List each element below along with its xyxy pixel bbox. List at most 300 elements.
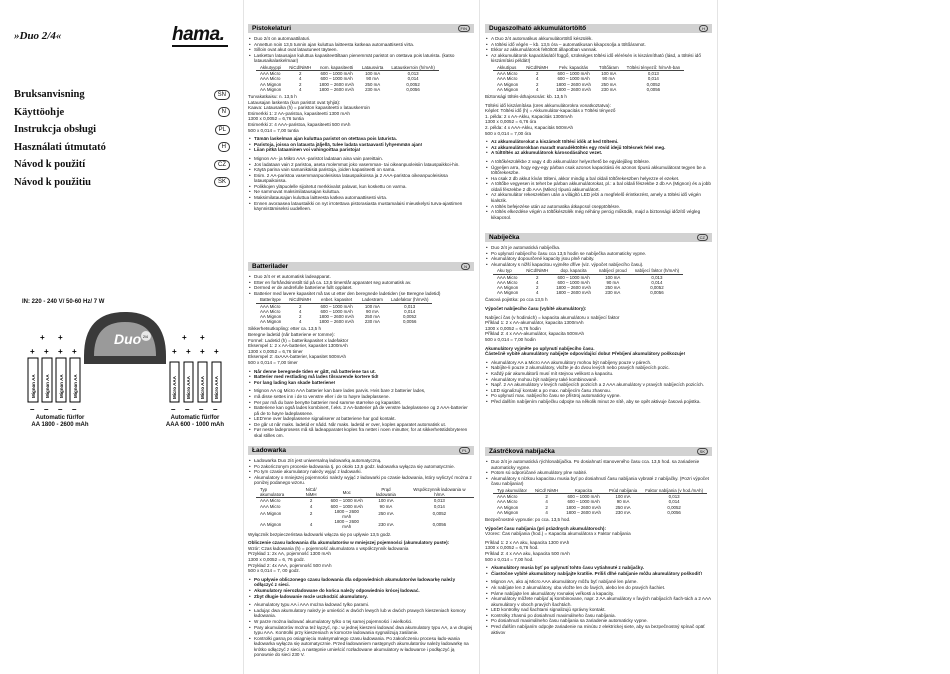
- paragraph: 1. példa: 2 x AA-Akku, Kapacitás 1300mAh: [485, 113, 573, 119]
- bullet-item: • Akumulátory dopourčené kapacity jsou plně nabity.: [485, 256, 712, 262]
- table-cell: AA Mignon: [497, 284, 519, 290]
- warning-bullet: • Az akkumulátorokban maradt maradéktöltés egy rövid idejű töltésnek felel meg.: [485, 145, 712, 151]
- bullet-item: • Po uplynutí nabíjecího času cca 13,5 hodin se nabíječka automaticky vypne.: [485, 251, 712, 257]
- table-cell: AA Mignon: [497, 504, 519, 510]
- paragraph: Töltési idő kiszámítása (üres akkumulátorokra vonatkoztatva):: [485, 102, 611, 108]
- paragraph: Beregne ladetid (når batteriene er tomme):: [248, 331, 335, 337]
- bullet-item: • Každý pár akumulátorů musí mít stejnou velikost a kapacitu.: [485, 371, 712, 377]
- polarity-label: +: [172, 347, 177, 356]
- bullet-item: • LED signalizují kontakt a po max. nabíjecím času zhasnou.: [485, 388, 712, 394]
- table-cell: 0,014: [668, 499, 680, 505]
- table-cell: 1800 – 2600 mAh: [334, 519, 359, 530]
- table-cell: 0,0056: [667, 509, 681, 515]
- table-cell: 0,013: [433, 498, 445, 504]
- language-code: CZ: [697, 234, 708, 241]
- polarity-label: +: [44, 347, 49, 356]
- polarity-label: +: [58, 347, 63, 356]
- table-cell: 1800 – 2600 mAh: [556, 86, 591, 92]
- bullet-item: • Potom sú odporúčané akumulátory plne nabité.: [485, 470, 712, 476]
- section-title: Dugaszolható akkumulátortöltő: [489, 24, 587, 32]
- table-cell: AAA Micro: [497, 76, 518, 82]
- polarity-label: +: [58, 333, 63, 342]
- table-cell: AAA Micro: [260, 303, 281, 309]
- table-cell: AA Mignon: [260, 511, 282, 517]
- column-header: Kapacita: [562, 488, 605, 494]
- charger-illustration: [14, 306, 236, 426]
- column-header: NiCd/NiMH: [522, 65, 552, 71]
- bullet-item: • Ügyeljen arra, hogy egy-egy párban csak azonos kapacitású és azonos típusú akkumulátorat tegyen be a töltőrekeszbe.: [485, 165, 712, 176]
- bullet-item: • Po uplynutí max. nabíjecího času se přístroj automaticky vypne.: [485, 393, 712, 399]
- polarity-label: +: [30, 347, 35, 356]
- column-header: Akkutípus: [493, 65, 522, 71]
- table-cell: 4: [536, 76, 539, 82]
- language-name: Návod k použitiu: [14, 176, 92, 188]
- table-cell: 600 – 1000 mAh: [320, 76, 353, 82]
- table-row: [256, 519, 474, 529]
- table-cell: 2: [309, 511, 313, 517]
- table-cell: 2: [299, 71, 302, 77]
- column-header: Latauskerroin (h/mAh): [387, 65, 438, 71]
- bullet-item: • Kontrolki gasną po osiągnięciu maksymalnego czasu ładowania. Po zakończeniu procesu łado-wania ładowarka wyłącza się automatycznie. Przed ładowaniem następnych akumulatorów należy ładowarkę na krótko odłączyć z sieci, a następnie umieścić rozładowane akumulatory w ładowarce i podłączyć ją ponownie do sieci 230 V.: [248, 636, 474, 658]
- language-code: N: [461, 263, 470, 270]
- table-cell: 600 – 1000 mAh: [557, 71, 590, 77]
- paragraph: Wyłącznik bezpieczeństwa ładowarki włącza się po upływie 13,5 godz.: [248, 531, 392, 537]
- battery-aaa-label: Micro AAA: [214, 376, 219, 399]
- bullet-item: • Ne sammuvat maksimilatausajan kuluttua.: [248, 189, 474, 195]
- paragraph: Príklad 1: 2 x AA aku, kapacita 1300 mAh: [485, 539, 570, 545]
- table-cell: 0,0056: [646, 86, 661, 92]
- table-cell: 1800 – 2600 mAh: [556, 81, 591, 87]
- table-cell: 1800 – 2600 mAh: [556, 284, 591, 290]
- table-cell: 600 – 1000 mAh: [330, 503, 363, 509]
- table-cell: 0,0056: [650, 290, 664, 296]
- table-cell: 90 mA: [379, 503, 393, 509]
- bullet-item: • Az akkumulátor rekeszekben után a világító LED jelzi a megfelelő érintkezést, amely a töltési idő végén kialszik.: [485, 192, 712, 203]
- table-cell: 1800 – 2600 mAh: [566, 504, 601, 510]
- battery-aa-label: Mignon AA: [45, 374, 50, 398]
- paragraph: Bezpečnostné vypnutie: po cca. 13,5 hod.: [485, 516, 571, 522]
- bullet-item: • A töltőkészülékbe 2 vagy 4 db akkumulátor helyezhető be egyidejűleg töltésre.: [485, 159, 712, 165]
- paragraph: Wzór: Czas ładowania (h) = pojemność akumulatora x współczynnik ładowania: [248, 545, 409, 551]
- language-name: Käyttöohje: [14, 106, 65, 118]
- table-cell: 0,0056: [432, 521, 447, 527]
- bullet-item: • Akumulatory o mniejszej pojemności należy wyjąć z ładowarki po czasie ładowania, który wyliczyć można z poniżej podanego wzoru.: [248, 475, 474, 486]
- warning-bullet: • Zbyt długie ładowanie może uszkodzić akumulatory.: [248, 594, 474, 600]
- table-cell: 0,013: [407, 71, 419, 77]
- bullet-item: • Akumulátory s nižší kapacitou vyjměte dříve (viz. výpočet nabíjecího času).: [485, 262, 712, 268]
- bullet-item: • Batteriene kan også lades kombinert, f.eks. 2 AA-batterier på de venstre ladeplassene og 2 AAA-batterier på de to høyre ladeplassene.: [248, 405, 474, 416]
- table-row: [256, 319, 432, 324]
- column-header: NiCd/ NiMH: [531, 488, 562, 494]
- warning-bullet: • Čiastočne vybité akumulátory nabíjajte kratšie. Príliš dlhé nabíjanie môžu akumulátory poškodiť!: [485, 571, 712, 577]
- table-cell: AA Mignon: [260, 313, 282, 319]
- table-cell: 600 – 1000 mAh: [567, 494, 600, 500]
- paragraph: 1300 x 0,0052 = 6,76 hod.: [485, 545, 539, 551]
- paragraph: Képlet: Töltési idő (h) = Akkumulátor-kapacitás x Töltési tényező: [485, 108, 616, 114]
- paragraph: 1300 x 0,0052 = 6, 76 godz.: [248, 556, 306, 562]
- bullet-item: • Jos ladataan vain 2 paristoa, aseta molemmat joko vasemman- tai oikeanpuoleisiin latauspaikkoi-hin.: [248, 162, 474, 168]
- table-cell: AA Mignon: [260, 521, 282, 527]
- table-row: [493, 510, 707, 515]
- table-cell: AA Mignon: [497, 509, 519, 515]
- bullet-item: • Laskettun latausajan kuluttua kapasiteettiltaan pienemmät paristot on otettava pois laturista. (katso latausaikalaskelmaa!): [248, 53, 474, 64]
- bullet-item: • Akumulátory s nízkou kapacitou musia byť po dosiahnutí času nabíjania vybraté z nabíjačky. (Pozri výpočet času nabíjania!): [485, 476, 712, 487]
- bullet-item: • Např. 2 AA akumulátory v levých nabíjecích pozicích a 2 AAA akumulátory v pravých nabíjecích pozicích.: [485, 382, 712, 388]
- bullet-item: • Párne nabíjajte len akumulátory rovnakej veľkosti a kapacity.: [485, 591, 712, 597]
- polarity-label: –: [44, 405, 49, 414]
- bullet-item: • Etter en forhåndsinnstilt tid på ca. 13,5 timerslår apparatet seg automatisk av.: [248, 280, 474, 286]
- paragraph: Eksempel 1: 2 x AA-batterier, kapasitet 1300mAh: [248, 343, 348, 349]
- spec-table: [493, 488, 707, 515]
- table-row: [493, 87, 684, 92]
- table-cell: 4: [309, 503, 313, 509]
- spec-table: [493, 268, 683, 295]
- bullet-item: • Esim. 2 AA-paristoa vasemmanpuoleisissa latauspaikoissa ja 2 AAA-paristoa oikeanpuoleisissa latauspaikoissa.: [248, 173, 474, 184]
- table-cell: 90 mA: [616, 499, 630, 505]
- spec-table: [493, 65, 684, 92]
- warning-bullet: • Liian pitkä lataaminen voi vahingoittaa paristoja!: [248, 147, 474, 153]
- warning-bullet: • Akumulatory nierozładowane do końca należy odpowiednio krócej ładować.: [248, 588, 474, 594]
- table-cell: 250 mA: [615, 504, 631, 510]
- table-cell: 4: [309, 521, 313, 527]
- caption-aa: [20, 415, 100, 429]
- column-header: nabíjecí faktor (h/mAh): [631, 268, 683, 274]
- polarity-label: –: [58, 405, 63, 414]
- section-title: Pistokelaturi: [252, 24, 292, 32]
- section-header: [485, 447, 712, 456]
- table-cell: AA Mignon: [260, 319, 282, 325]
- table-cell: 250 mA: [378, 511, 394, 517]
- language-item: [14, 174, 230, 192]
- bullet-item: • De går ut når maks. ladetid er nådd. Når maks. ladetid er over, koples apparatet automatisk ut.: [248, 422, 474, 428]
- section-norwegian: [248, 262, 474, 439]
- column-header: Moc: [326, 487, 367, 498]
- section-header: [248, 24, 474, 33]
- battery-aaa-label: Micro AAA: [172, 376, 177, 399]
- voltage-rating: IN: 220 - 240 V/ 50-60 Hz/ 7 W: [22, 299, 105, 305]
- spec-table: [256, 487, 474, 530]
- table-cell: 600 – 1000 mAh: [557, 279, 590, 285]
- section-czech: [485, 233, 712, 404]
- table-cell: 600 – 1000 mAh: [557, 76, 590, 82]
- paragraph: Kaava: Latausaika (h) = pariston kapasiteetti x latauskerroin: [248, 105, 370, 111]
- paragraph: 1300 x 0,0052 = 6,76 tuntia: [248, 116, 304, 122]
- polarity-label: +: [40, 333, 45, 342]
- table-cell: 0,014: [407, 76, 419, 82]
- warning-bullet: • For lang lading kan skade batteriene!: [248, 380, 474, 386]
- table-cell: 2: [299, 81, 302, 87]
- paragraph: 500 x 0,014 = 7,00 tuntia: [248, 127, 299, 133]
- bullet-item: • Duo 2/4 je automatická nabíječka.: [485, 245, 712, 251]
- paragraph: 2. példa: 4 x AAA-Akku, Kapacitás 500mAh: [485, 124, 574, 130]
- bullet-item: • A töltés elkezdése végén a töltőkészülék még néhány percig működik, majd a biztonsági időzítő végleg kikapcsol.: [485, 209, 712, 220]
- subheading: Výpočet nabíjecího času (vybité akumulátory):: [485, 305, 587, 311]
- bullet-item: • Mignon AA og Micro AAA batterier kan bare lades parvis. Hvis bare 2 batterier lades,: [248, 388, 474, 394]
- column-header: Prąd ładowania: [367, 487, 405, 498]
- bullet-item: • Az akkumulátorok kapacitásától függő, szükséges töltési idő elérésén is kiszámítható (lásd, a töltési idő kiszámítási példát!): [485, 53, 712, 64]
- bullet-item: • Ennen avoraasea lataustaikki on nyt irrotettava pistorasiasta mustamalaisi mieuskelysi turva-ajastimen käynnistämiseksi uudelleen.: [248, 201, 474, 212]
- column-header: NiCd/NiMH: [285, 65, 315, 71]
- table-cell: 4: [299, 76, 302, 82]
- column-header: enbet. kapasitet: [315, 297, 358, 303]
- table-cell: 0,0052: [402, 313, 417, 319]
- section-hungarian: [485, 24, 712, 220]
- table-cell: AA Mignon: [260, 81, 282, 87]
- language-list: [14, 86, 230, 191]
- spec-table: [256, 65, 439, 92]
- language-code: N: [218, 107, 230, 117]
- table-cell: 250 mA: [605, 284, 621, 290]
- paragraph: Turvakatkaisu: n. 13,5 h: [248, 93, 297, 99]
- paragraph: 500 x 0,014 = 7,00 timer: [248, 359, 298, 365]
- section-slovak: [485, 447, 712, 635]
- paragraph: Příklad 1: 2 x AA-akumulátor, kapacita 1300mAh: [485, 320, 584, 326]
- column-header: Töltési tényező: h/mAh-ban: [623, 65, 684, 71]
- column-header: Töltőáram: [595, 65, 623, 71]
- section-header: [248, 446, 474, 455]
- table-cell: 600 – 1000 mAh: [320, 303, 353, 309]
- table-cell: 0,013: [647, 71, 659, 77]
- caption-line: AAA 600 - 1000 mAh: [165, 422, 225, 428]
- subheading: Akumulátory vyjměte po uplynutí nabíjecího času.: [485, 345, 595, 351]
- warning-bullet: • Az akkumulátorokat a kiszámolt töltési idők at ked töltemi.: [485, 139, 712, 145]
- paragraph: Príklad 2: 4 x AAA aku, kapacita 500 mAh: [485, 550, 570, 556]
- polarity-label: –: [185, 405, 190, 414]
- bullet-item: • Dermed er de andrefulle batteriene fullt opplatet.: [248, 285, 474, 291]
- table-cell: 2: [545, 504, 548, 510]
- bullet-item: • Akumulátory môžete nabíjať aj kombinovane, napr. 2 AA akumulátory v ľavých nabíjacích šach-tách a 2 AAA akumulátory v oboch pravých šachtách.: [485, 596, 712, 607]
- caption-line: AA 1800 - 2600 mAh: [31, 422, 89, 428]
- column-header: Aku typ: [493, 268, 522, 274]
- column-header: Felv. kapacitás: [552, 65, 595, 71]
- table-cell: 600 – 1000 mAh: [330, 498, 363, 504]
- table-cell: 0,014: [433, 503, 445, 509]
- table-cell: 90 mA: [602, 76, 616, 82]
- polarity-label: –: [171, 405, 176, 414]
- table-cell: AAA Micro: [497, 499, 518, 505]
- paragraph: Příklad 2: 4 x AAA-akumulátor, kapacita 500mAh: [485, 331, 585, 337]
- bullet-item: • LED kontrolky nad šachtami signalizujú správny kontakt.: [485, 607, 712, 613]
- table-cell: 2: [536, 284, 539, 290]
- section-header: [248, 262, 474, 271]
- table-cell: 230 mA: [605, 290, 621, 296]
- table-cell: AAA Micro: [497, 274, 518, 280]
- bullet-item: • Polikkojen yläpuolelle sijoitetut merkkivalot palavat, kun koskettu on varma.: [248, 184, 474, 190]
- polarity-label: +: [72, 347, 77, 356]
- bullet-item: • Před dalším nabíjením nabíječku odpojte na několik minut ze sítě, aby se opět aktivuje časová pojistka.: [485, 399, 712, 405]
- table-cell: AAA Micro: [260, 308, 281, 314]
- table-cell: 600 – 1000 mAh: [567, 499, 600, 505]
- polarity-label: –: [213, 405, 218, 414]
- table-cell: 1800 – 2600 mAh: [319, 86, 354, 92]
- battery-aa-label: Mignon AA: [31, 374, 36, 398]
- paragraph: Przykład 1: 2x AA, pojemność 1300 mAh: [248, 551, 331, 557]
- warning-bullet: • Når denne beregnede tiden er gått, må batteriene tas ut.: [248, 369, 474, 375]
- table-cell: 0,014: [651, 279, 663, 285]
- section-title: Nabíječka: [489, 233, 520, 241]
- fold-line: [243, 0, 244, 674]
- paragraph: Esimerkki 2: 4 AAA-paristoa, kapasiteetti 500 mAh: [248, 121, 351, 127]
- column-header: Typ akumulatora: [256, 487, 296, 498]
- language-code: SK: [697, 448, 708, 455]
- table-cell: 230 mA: [365, 86, 381, 92]
- battery-aaa-label: Micro AAA: [186, 376, 191, 399]
- bullet-item: • Kontrolky zhasnú po dosiahnutí maximálneho času nabíjania.: [485, 613, 712, 619]
- table-cell: 600 – 1000 mAh: [320, 308, 353, 314]
- table-cell: 230 mA: [364, 319, 380, 325]
- table-cell: 90 mA: [606, 279, 620, 285]
- table-cell: 0,0056: [406, 86, 420, 92]
- bullet-item: • A töltőbe vegyesen is tehet be párban akkumulátorokat, pl.: a bal oldali fészekbe 2 db AA (Mignon) és a jobb oldali fészekbe 2 db AAA (Mikro) típusú akkumulátort.: [485, 181, 712, 192]
- bullet-item: • Akumulátory mohou být nabíjeny také kombinovaně.: [485, 377, 712, 383]
- column-header: Typ akumulátor: [493, 488, 531, 494]
- table-cell: 100 mA: [601, 71, 617, 77]
- paragraph: 500 x 0,014 = 7,00 óra: [485, 130, 532, 136]
- table-cell: 4: [545, 499, 548, 505]
- paragraph: Sikkerhetsutkopling: etter ca. 13,5 h: [248, 326, 322, 332]
- caption-line: Automatic für/for: [35, 415, 85, 421]
- table-cell: 0,0052: [650, 284, 664, 290]
- table-cell: 4: [299, 86, 302, 92]
- paragraph: Nabíjecí čas (v hodinách) = kapacita akumulátoru x nabíjecí faktor: [485, 314, 620, 320]
- polarity-label: +: [214, 347, 219, 356]
- table-cell: 2: [299, 313, 302, 319]
- subheading: Výpočet času nabíjania (pri prázdnych akumulátoroch):: [485, 525, 606, 531]
- table-cell: 2: [536, 274, 539, 280]
- table-cell: 1800 – 2600 mAh: [319, 313, 354, 319]
- language-item: [14, 156, 230, 174]
- language-code: PL: [215, 125, 230, 135]
- polarity-label: +: [200, 333, 205, 342]
- bullet-item: • Mignon AA, ako aj Micro AAA akumulátory môžu byť nabíjané len párne.: [485, 579, 712, 585]
- bullet-item: • Ak nabíjate len 2 akumulátory, oba vložte len do ľavých, alebo len do pravých šachiet.: [485, 585, 712, 591]
- bullet-item: • Ekkor az akkumulátorok feltöltött állapotban vannak.: [485, 47, 712, 53]
- table-cell: 4: [545, 509, 548, 515]
- table-cell: 0,014: [404, 308, 416, 314]
- warning-bullet: • Akumulátory musia byť po uplynutí tohto času vytiahnuté z nabíjačky.: [485, 565, 712, 571]
- polarity-label: +: [182, 333, 187, 342]
- fold-line: [717, 0, 718, 674]
- language-item: [14, 104, 230, 122]
- table-cell: 230 mA: [601, 86, 617, 92]
- table-cell: 0,013: [668, 494, 680, 500]
- bullet-item: • Ha csak 2 db akkut kíván tölteni, akkor mindig a bal oldali töltőrekeszben helyezze el ezeket.: [485, 176, 712, 182]
- table-cell: 1800 – 2600 mAh: [566, 509, 601, 515]
- section-polish: [248, 446, 474, 658]
- table-cell: 100 mA: [364, 303, 380, 309]
- paragraph: Formel: Ladetid (h) = batterikapasitet x ladefaktor: [248, 337, 349, 343]
- language-item: [14, 121, 230, 139]
- bullet-item: • Duo 2/4 er et automatisk ladeapparat.: [248, 274, 474, 280]
- table-cell: 100 mA: [365, 71, 381, 77]
- polarity-label: +: [186, 347, 191, 356]
- table-cell: 2: [536, 81, 539, 87]
- polarity-label: –: [199, 405, 204, 414]
- bullet-item: • Pred ďalším nabíjaním odpojte zariadenie na minútu z elektrickej siete, aby sa bezpečnostný spínač opäť aktivov: [485, 624, 712, 635]
- table-cell: 2: [545, 494, 548, 500]
- language-code: H: [218, 142, 230, 152]
- language-name: Bruksanvisning: [14, 89, 85, 101]
- bullet-item: • Po tym czasie akumulatory należy wyjąć z ładowarki.: [248, 469, 474, 475]
- table-cell: 0,0056: [402, 319, 417, 325]
- bullet-item: • Per par må du bare benytte batterier med samme størrelse og kapasitet.: [248, 400, 474, 406]
- table-cell: AAA Micro: [260, 503, 281, 509]
- table-cell: AAA Micro: [260, 498, 281, 504]
- bullet-item: • Duo 2/4 on automaattilaturi.: [248, 36, 474, 42]
- bullet-item: • Po zakończonym procesie ładowania tj. po około 13,5 godz. ładowarka wyłącza się automatycznie.: [248, 464, 474, 470]
- table-cell: AA Mignon: [497, 86, 519, 92]
- column-header: Ladefaktor (h/mAh): [387, 297, 433, 303]
- bullet-item: • Silloin ovat akut ovat latautuneet täyteen.: [248, 47, 474, 53]
- table-cell: AAA Micro: [260, 76, 281, 82]
- paragraph: 500 x 0,014 = 7,00 hod.: [485, 556, 534, 562]
- column-header: Latausvirta: [358, 65, 387, 71]
- table-cell: 600 – 1000 mAh: [557, 274, 590, 280]
- column-header: dop. kapacita: [552, 268, 595, 274]
- paragraph: 1300 x 0,0052 = 6,76 óra: [485, 119, 537, 125]
- table-cell: 90 mA: [366, 308, 379, 314]
- table-cell: AA Mignon: [260, 86, 282, 92]
- paragraph: 500 x 0,014 = 7, 00 godz.: [248, 568, 300, 574]
- bullet-item: • Batterier med lavere kapasitet må tas ut etter den beregnede ladetiden (se Beregne ladetid): [248, 291, 474, 297]
- brand-logo: hama.: [172, 24, 225, 45]
- paragraph: 1300 x 0,0052 = 6,76 timer: [248, 348, 303, 354]
- language-name: Instrukcja obsługi: [14, 124, 96, 136]
- language-code: SN: [214, 90, 230, 100]
- table-cell: 0,0052: [406, 81, 420, 87]
- paragraph: Vzorec: Čas nabíjania (hod.) = Kapacita akumulátora x Faktor nabíjania: [485, 531, 631, 537]
- column-header: Ladestrøm: [358, 297, 387, 303]
- table-cell: AA Mignon: [497, 290, 519, 296]
- table-cell: AAA Micro: [497, 279, 518, 285]
- table-cell: 250 mA: [365, 81, 381, 87]
- language-item: [14, 139, 230, 157]
- table-cell: 4: [536, 279, 539, 285]
- bullet-item: • Mignon AA- ja Mikro AAA -paristot ladataan aina vain pareittain.: [248, 156, 474, 162]
- polarity-label: –: [30, 405, 35, 414]
- bullet-item: • A töltés befejezése után az automatika átkapcsol csepptöltésre.: [485, 204, 712, 210]
- table-cell: 250 mA: [601, 81, 617, 87]
- charger-badge-text: 2/4: [143, 335, 148, 339]
- column-header: nabíjecí proud: [595, 268, 631, 274]
- column-header: Prúd nabíjania: [605, 488, 641, 494]
- table-cell: 90 mA: [366, 76, 379, 82]
- column-header: Współczynnik ładowania w h/mA: [405, 487, 474, 498]
- product-name: »Duo 2/4«: [14, 30, 62, 42]
- table-cell: 2: [299, 303, 302, 309]
- language-name: Návod k použití: [14, 159, 86, 171]
- table-cell: 100 mA: [605, 274, 621, 280]
- table-cell: 100 mA: [615, 494, 631, 500]
- section-title: Ładowarka: [252, 446, 286, 454]
- aaa-batteries: [170, 362, 221, 402]
- table-cell: 600 – 1000 mAh: [320, 71, 353, 77]
- warning-bullet: • Po upływie obliczonego czasu ładowania dla odpowiednich akumulatorów ładowarkę należy odłączyć z sieci.: [248, 577, 474, 588]
- column-header: Batteritype: [256, 297, 285, 303]
- table-cell: 0,0052: [432, 511, 447, 517]
- column-header: NiCd/NiMH: [285, 297, 315, 303]
- bullet-item: • må disse settes inn i de to venstre eller i de to høyre ladeplassene.: [248, 394, 474, 400]
- aa-batteries: [28, 358, 80, 402]
- battery-aaa-label: Micro AAA: [200, 376, 205, 399]
- bullet-item: • Po dosiahnutí maximálneho času nabíjania sa zariadenie automaticky vypne.: [485, 618, 712, 624]
- column-header: NiCd/ NiMH: [296, 487, 326, 498]
- table-header-row: [256, 487, 474, 498]
- language-code: SK: [214, 177, 230, 187]
- bullet-item: • W parze można ładować akumulatory tylko o tej samej pojemności i wielkości.: [248, 619, 474, 625]
- language-code: PL: [459, 447, 470, 454]
- bullet-item: • Pary akumulatorów można też łączyć, np.: w jednej kieszeni ładować dwa akumulatory typu AA, a w drugiej typu AAA. Kontrolki przy kieszeniach w komorze ładowania sygnalizują zasilanie.: [248, 625, 474, 636]
